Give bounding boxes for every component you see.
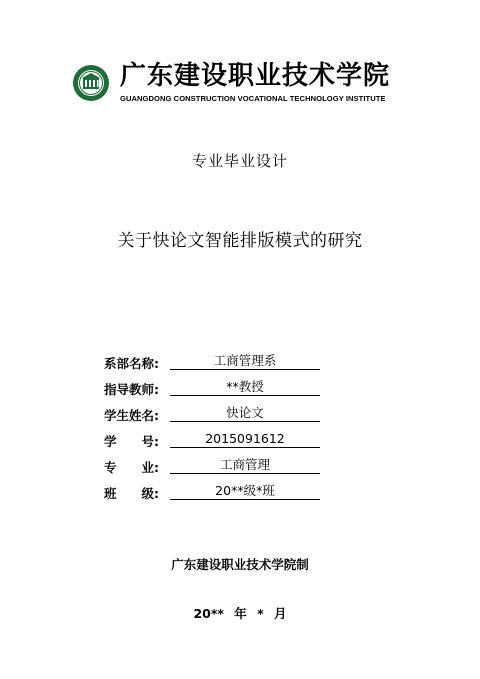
info-row-department [104,354,324,380]
school-name-en: GUANGDONG CONSTRUCTION VOCATIONAL TECHNOLOGY INSTITUTE [120,94,386,103]
issue-date: 20** 年 * 月 [193,606,287,621]
info-row-class [104,484,324,510]
info-label: 班 级: [104,486,159,501]
info-label: 学生姓名: [104,408,159,423]
info-value: 工商管理 [170,458,320,474]
issuer: 广东建设职业技术学院制 [171,557,309,572]
thesis-title: 关于快论文智能排版模式的研究 [117,231,363,251]
info-label: 专 业: [104,460,159,475]
info-value: 工商管理系 [170,354,320,370]
info-row-major [104,458,324,484]
school-name-cn: 广东建设职业技术学院 [120,61,391,91]
info-row-student-id [104,432,324,458]
info-row-student-name [104,406,324,432]
info-label: 指导教师: [104,382,159,397]
school-header [72,62,412,106]
student-info [104,354,324,510]
info-label: 系部名称: [104,356,159,371]
document-type: 专业毕业设计 [191,152,288,170]
info-row-advisor [104,380,324,406]
info-value: 20**级*班 [170,484,320,500]
info-label: 学 号: [104,434,159,449]
info-value: 2015091612 [170,432,320,448]
school-emblem-icon [72,64,110,102]
info-value: **教授 [170,380,320,396]
info-value: 快论文 [170,406,320,422]
